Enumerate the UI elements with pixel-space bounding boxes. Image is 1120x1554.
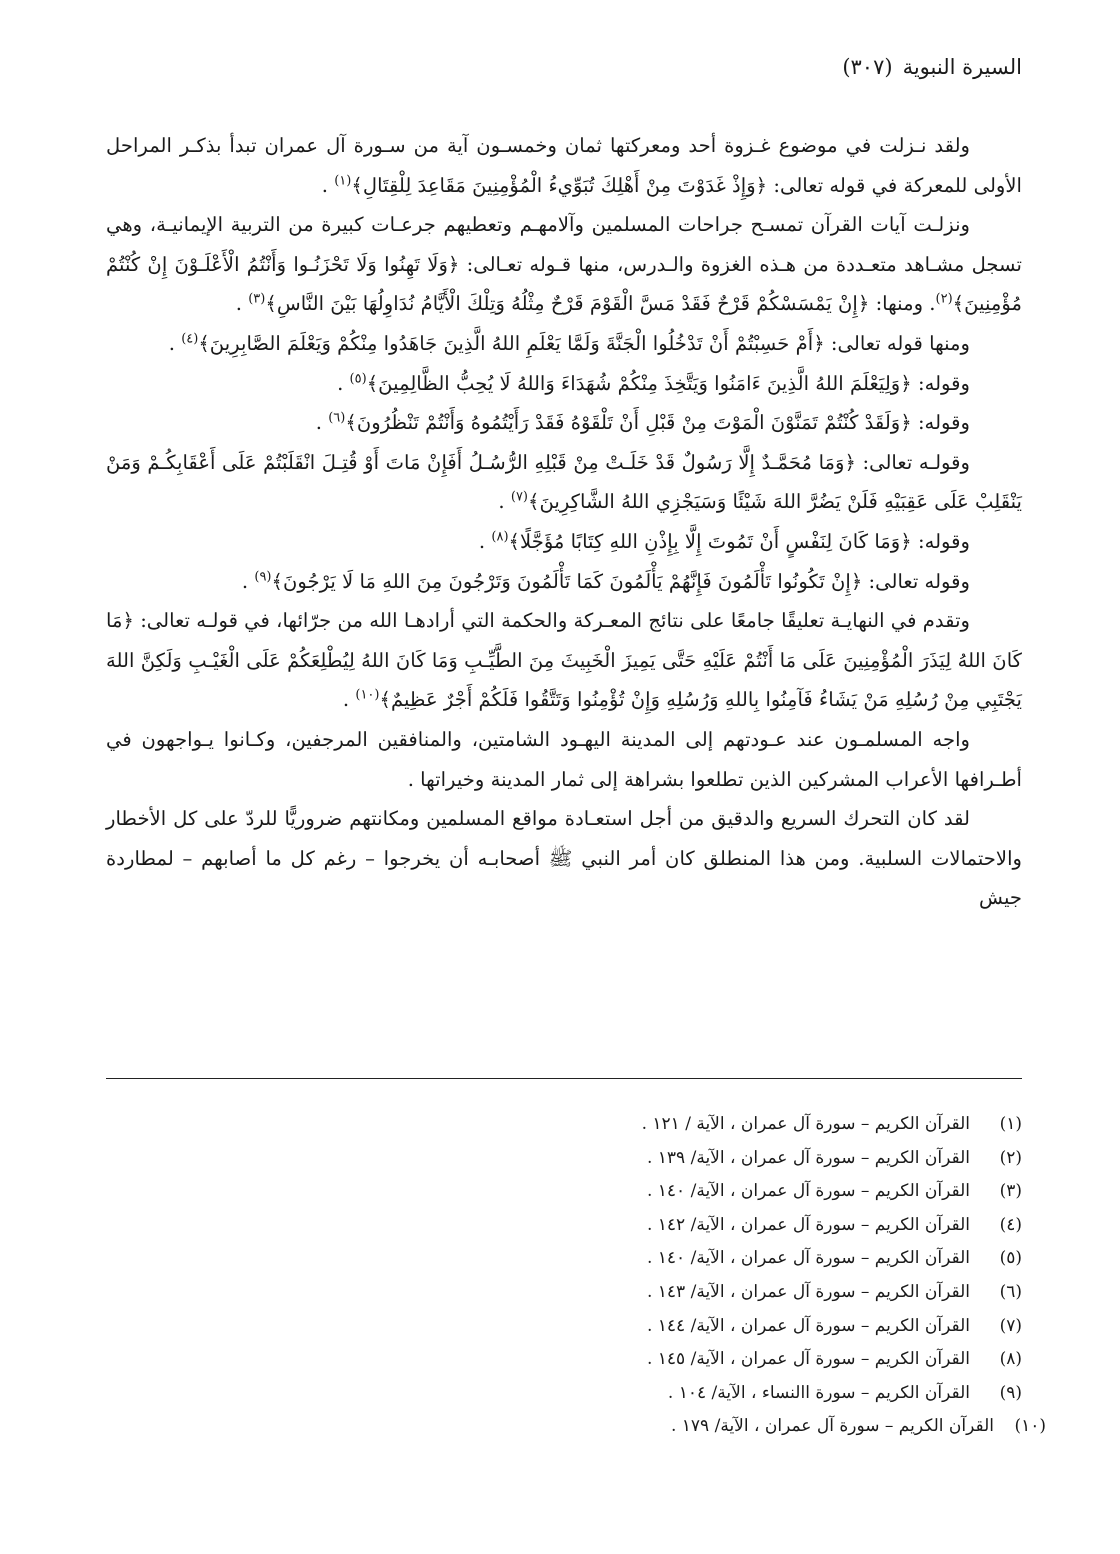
- footnote-text: القرآن الكريم – سورة آل عمران ، الآية/ ١٤٥ .: [646, 1349, 970, 1370]
- paragraph-2-continuation: . ومنها: ﴿إِنْ يَمْسَسْكُمْ قَرْحٌ فَقَدْ مَسَّ الْقَوْمَ قَرْحٌ مِثْلُهُ وَتِلْكَ الْأَيَّامُ نُدَاوِلُهَا بَيْنَ النَّاسِ﴾: [265, 292, 936, 316]
- verse-line-5: وقوله: ﴿وَلِيَعْلَمَ اللهُ الَّذِينَ ءَامَنُوا وَيَتَّخِذَ مِنْكُمْ شُهَدَاءَ وَاللهُ لَا يُحِبُّ الظَّالِمِينَ﴾$^{(٥)}$ .: [337, 371, 970, 395]
- footnote-number: (٣): [999, 1181, 1022, 1202]
- footnote-text: القرآن الكريم – سورة آل عمران ، الآية/ ١٤٣ .: [646, 1281, 970, 1302]
- verse-line-9: وقوله تعالى: ﴿إِنْ تَكُونُوا تَأْلَمُونَ فَإِنَّهُمْ يَأْلَمُونَ كَمَا تَأْلَمُونَ وَتَرْجُونَ مِنَ اللهِ مَا لَا يَرْجُونَ﴾$^{(٩)}$ .: [241, 569, 970, 593]
- paragraph-2: ونزلـت آيات القرآن تمسـح جراحات المسلمين وآلامهـم وتعطيهم جرعـات كبيرة من التربية الإيمانيـة، وهي تسجل مشـاهد متعـددة من هـذه الغزوة والـدرس، منها قـوله تعـالى: ﴿وَلَا تَهِنُوا وَلَا تَحْزَنُـوا وَأَنْتُمُ الْأَعْلَـوْنَ إِنْ كُنْتُمْ مُؤْمِنِينَ﴾$^{(٢)}$. ومنها: ﴿إِنْ يَمْسَسْكُمْ قَرْحٌ فَقَدْ مَسَّ الْقَوْمَ قَرْحٌ مِثْلُهُ وَتِلْكَ الْأَيَّامُ نُدَاوِلُهَا بَيْنَ النَّاسِ﴾$^{(٣)}$ .: [106, 213, 1022, 316]
- footnote-item: [106, 1310, 1022, 1344]
- paragraph-10-text: وتقدم في النهايـة تعليقًا جامعًا على نتائج المعـركة والحكمة التي أرادهـا الله من جرّائها، في قولـه تعالى: ﴿مَا كَانَ اللهُ لِيَذَرَ الْمُؤْمِنِينَ عَلَى مَا أَنْتُمْ عَلَيْهِ حَتَّى يَمِيزَ الْخَبِيثَ مِنَ الطَّيِّـبِ وَمَا كَانَ اللهُ لِيُطْلِعَكُمْ عَلَى الْغَيْـبِ وَلَكِنَّ اللهَ يَجْتَبِي مِنْ رُسُلِهِ مَنْ يَشَاءُ فَآمِنُوا بِاللهِ وَرُسُلِهِ وَإِنْ تُؤْمِنُوا وَتَتَّقُوا فَلَكُمْ أَجْرٌ عَظِيمٌ﴾: [106, 609, 1022, 712]
- footnote-ref-7: (٧): [510, 489, 528, 505]
- footnote-item: [106, 1343, 1022, 1377]
- footnote-text: القرآن الكريم – سورة آل عمران ، الآية/ ١٤٠ .: [646, 1181, 970, 1202]
- footnote-number: (٢): [999, 1147, 1022, 1168]
- verse-line-8-text: وقوله: ﴿وَمَا كَانَ لِنَفْسٍ أَنْ تَمُوتَ إِلَّا بِإِذْنِ اللهِ كِتَابًا مُؤَجَّلًا﴾: [508, 529, 970, 553]
- verse-line-6: وقوله: ﴿وَلَقَدْ كُنْتُمْ تَمَنَّوْنَ الْمَوْتَ مِنْ قَبْلِ أَنْ تَلْقَوْهُ فَقَدْ رَأَيْتُمُوهُ وَأَنْتُمْ تَنْظُرُونَ﴾$^{(٦)}$ .: [315, 410, 970, 435]
- footnote-divider: [106, 1078, 1022, 1079]
- footnote-number: (٨): [999, 1349, 1022, 1370]
- footnote-number: (٦): [999, 1281, 1022, 1302]
- verse-line-6-text: وقوله: ﴿وَلَقَدْ كُنْتُمْ تَمَنَّوْنَ الْمَوْتَ مِنْ قَبْلِ أَنْ تَلْقَوْهُ فَقَدْ رَأَيْتُمُوهُ وَأَنْتُمْ تَنْظُرُونَ﴾: [345, 411, 970, 435]
- main-text: [106, 126, 1022, 918]
- footnote-item: [106, 1209, 1022, 1243]
- paragraph-10: وتقدم في النهايـة تعليقًا جامعًا على نتائج المعـركة والحكمة التي أرادهـا الله من جرّائها، في قولـه تعالى: ﴿مَا كَانَ اللهُ لِيَذَرَ الْمُؤْمِنِينَ عَلَى مَا أَنْتُمْ عَلَيْهِ حَتَّى يَمِيزَ الْخَبِيثَ مِنَ الطَّيِّـبِ وَمَا كَانَ اللهُ لِيُطْلِعَكُمْ عَلَى الْغَيْـبِ وَلَكِنَّ اللهَ يَجْتَبِي مِنْ رُسُلِهِ مَنْ يَشَاءُ فَآمِنُوا بِاللهِ وَرُسُلِهِ وَإِنْ تُؤْمِنُوا وَتَتَّقُوا فَلَكُمْ أَجْرٌ عَظِيمٌ﴾$^{(١٠)}$ .: [106, 609, 1022, 712]
- footnote-ref-3: (٣): [248, 291, 266, 307]
- paragraph-7-text: وقولـه تعالى: ﴿وَمَا مُحَمَّـدٌ إِلَّا رَسُولٌ قَدْ خَلَـتْ مِنْ قَبْلِهِ الرُّسُـلُ أَفَإِنْ مَاتَ أَوْ قُتِـلَ انْقَلَبْتُمْ عَلَى أَعْقَابِكُـمْ وَمَنْ يَنْقَلِبْ عَلَى عَقِبَيْهِ فَلَنْ يَضُرَّ اللهَ شَيْئًا وَسَيَجْزِي اللهُ الشَّاكِرِينَ﴾: [106, 450, 1022, 514]
- paragraph-1: ولقد نـزلت في موضوع غـزوة أحد ومعركتها ثمان وخمسـون آية من سـورة آل عمران تبدأ بذكـر المراحل الأولى للمعركة في قوله تعالى: ﴿وَإِذْ غَدَوْتَ مِنْ أَهْلِكَ تُبَوِّيءُ الْمُؤْمِنِينَ مَقَاعِدَ لِلْقِتَالِ﴾$^{(١)}$ .: [106, 134, 1022, 197]
- verse-line-9-text: وقوله تعالى: ﴿إِنْ تَكُونُوا تَأْلَمُونَ فَإِنَّهُمْ يَأْلَمُونَ كَمَا تَأْلَمُونَ وَتَرْجُونَ مِنَ اللهِ مَا لَا يَرْجُونَ﴾: [271, 569, 970, 593]
- footnote-item: [106, 1175, 1022, 1209]
- footnote-item: [106, 1142, 1022, 1176]
- footnote-number: (٧): [999, 1315, 1022, 1336]
- running-header: [842, 52, 1022, 82]
- verse-line-5-text: وقوله: ﴿وَلِيَعْلَمَ اللهُ الَّذِينَ ءَامَنُوا وَيَتَّخِذَ مِنْكُمْ شُهَدَاءَ وَاللهُ لَا يُحِبُّ الظَّالِمِينَ﴾: [366, 371, 970, 395]
- paragraph-7: وقولـه تعالى: ﴿وَمَا مُحَمَّـدٌ إِلَّا رَسُولٌ قَدْ خَلَـتْ مِنْ قَبْلِهِ الرُّسُـلُ أَفَإِنْ مَاتَ أَوْ قُتِـلَ انْقَلَبْتُمْ عَلَى أَعْقَابِكُـمْ وَمَنْ يَنْقَلِبْ عَلَى عَقِبَيْهِ فَلَنْ يَضُرَّ اللهَ شَيْئًا وَسَيَجْزِي اللهُ الشَّاكِرِينَ﴾$^{(٧)}$ .: [106, 450, 1022, 514]
- footnote-text: القرآن الكريم – سورة االنساء ، الآية/ ١٠٤ .: [667, 1382, 970, 1403]
- paragraph-12: لقد كان التحرك السريع والدقيق من أجل استعـادة مواقع المسلمين ومكانتهم ضروريًّا للردّ على كل الأخطار والاحتمالات السلبية. ومن هذا المنطلق كان أمر النبي ﷺ أصحابـه أن يخرجوا – رغم كل ما أصابهم – لمطاردة جيش: [106, 807, 1022, 910]
- header-title: السيرة النبوية: [902, 55, 1022, 79]
- footnote-ref-4: (٤): [181, 331, 199, 347]
- footnote-number: (٤): [999, 1214, 1022, 1235]
- footnote-ref-2: (٢): [935, 291, 953, 307]
- footnote-ref-1: (١): [334, 173, 352, 189]
- footnote-ref-10: (١٠): [355, 687, 380, 703]
- footnote-text: القرآن الكريم – سورة آل عمران ، الآية/ ١٧٩ .: [670, 1416, 994, 1437]
- footnote-text: القرآن الكريم – سورة آل عمران ، الآية/ ١٣٩ .: [646, 1147, 970, 1168]
- footnote-text: القرآن الكريم – سورة آل عمران ، الآية/ ١٤٤ .: [646, 1315, 970, 1336]
- verse-line-8: وقوله: ﴿وَمَا كَانَ لِنَفْسٍ أَنْ تَمُوتَ إِلَّا بِإِذْنِ اللهِ كِتَابًا مُؤَجَّلًا﴾$^{(٨)}$ .: [478, 529, 970, 553]
- footnote-number: (٥): [999, 1248, 1022, 1269]
- footnote-text: القرآن الكريم – سورة آل عمران ، الآية/ ١٤٢ .: [646, 1214, 970, 1235]
- paragraph-1-text: ولقد نـزلت في موضوع غـزوة أحد ومعركتها ثمان وخمسـون آية من سـورة آل عمران تبدأ بذكـر المراحل الأولى للمعركة في قوله تعالى: ﴿وَإِذْ غَدَوْتَ مِنْ أَهْلِكَ تُبَوِّيءُ الْمُؤْمِنِينَ مَقَاعِدَ لِلْقِتَالِ﴾: [106, 134, 1022, 197]
- footnote-item: [106, 1410, 1046, 1444]
- footnote-ref-8: (٨): [491, 529, 509, 545]
- verse-line-4-text: ومنها قوله تعالى: ﴿أَمْ حَسِبْتُمْ أَنْ تَدْخُلُوا الْجَنَّةَ وَلَمَّا يَعْلَمِ اللهُ الَّذِينَ جَاهَدُوا مِنْكُمْ وَيَعْلَمَ الصَّابِرِينَ﴾: [198, 331, 970, 355]
- footnote-number: (١): [999, 1114, 1022, 1134]
- footnote-item: [106, 1377, 1022, 1411]
- footnote-text: القرآن الكريم – سورة آل عمران ، الآية/ ١٤٠ .: [646, 1248, 970, 1269]
- footnote-ref-5: (٥): [349, 371, 367, 387]
- footnote-number: (٩): [999, 1382, 1022, 1403]
- paragraph-2-text: ونزلـت آيات القرآن تمسـح جراحات المسلمين وآلامهـم وتعطيهم جرعـات كبيرة من التربية الإيمانيـة، وهي تسجل مشـاهد متعـددة من هـذه الغزوة والـدرس، منها قـوله تعـالى: ﴿وَلَا تَهِنُوا وَلَا تَحْزَنُـوا وَأَنْتُمُ الْأَعْلَـوْنَ إِنْ كُنْتُمْ مُؤْمِنِينَ﴾: [106, 213, 1022, 316]
- footnote-item: [106, 1242, 1022, 1276]
- footnotes: [106, 1108, 1046, 1444]
- footnote-text: القرآن الكريم – سورة آل عمران ، الآية / ١٢١ .: [641, 1114, 970, 1134]
- footnote-item: [106, 1108, 1022, 1142]
- footnote-number: (١٠): [1014, 1416, 1046, 1437]
- footnote-ref-9: (٩): [254, 569, 272, 584]
- verse-line-4: ومنها قوله تعالى: ﴿أَمْ حَسِبْتُمْ أَنْ تَدْخُلُوا الْجَنَّةَ وَلَمَّا يَعْلَمِ اللهُ الَّذِينَ جَاهَدُوا مِنْكُمْ وَيَعْلَمَ الصَّابِرِينَ﴾$^{(٤)}$ .: [168, 331, 970, 355]
- page-number: (٣٠٧): [842, 55, 893, 79]
- paragraph-11: واجه المسلمـون عند عـودتهم إلى المدينة اليهـود الشامتين، والمنافقين المرجفين، وكـانوا يـواجهون في أطـرافها الأعراب المشركين الذين تطلعوا بشراهة إلى ثمار المدينة وخيراتها .: [106, 727, 1022, 791]
- footnote-ref-6: (٦): [328, 410, 346, 426]
- footnote-item: [106, 1276, 1022, 1310]
